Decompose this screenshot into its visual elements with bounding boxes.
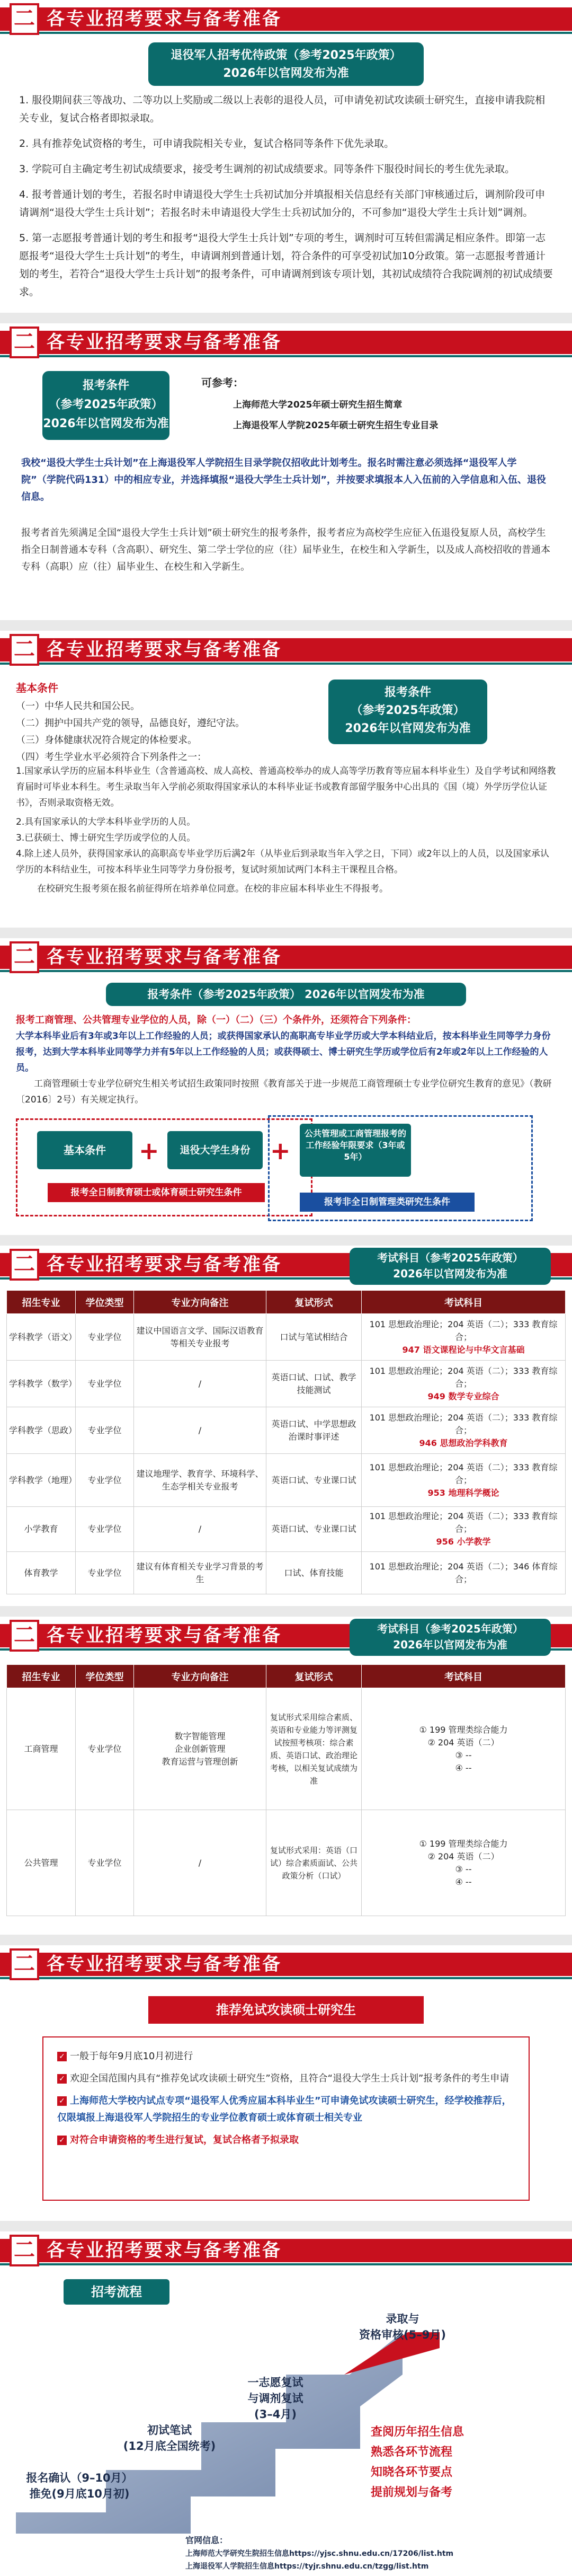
fulltime-condition-label: 报考全日制教育硕士或体育硕士研究生条件 (48, 1183, 265, 1202)
basic-conditions-heading: 基本条件 (16, 682, 58, 694)
step-written-exam: 初试笔试 (12月底全国统考) (123, 2424, 216, 2453)
cell-subjects: ① 199 管理类综合能力 ② 204 英语（二） ③ -- ④ -- (362, 1810, 566, 1916)
section-conditions-1 (0, 323, 572, 620)
section-number: 二 (10, 941, 39, 973)
academic-item-2: 2.具有国家承认的大学本科毕业学历的人员。 (16, 817, 196, 827)
policy-pill (148, 42, 424, 86)
cell-subjects: 101 思想政治理论；204 英语（二）；346 体育综合； (362, 1552, 566, 1594)
section-header (0, 631, 572, 669)
cell-direction: / (134, 1407, 266, 1454)
cell-format: 英语口试、专业课口试 (266, 1507, 362, 1552)
exam-pill-1-sub: 2026年以官网发布为准 (393, 1267, 507, 1280)
exemption-item (57, 2132, 515, 2149)
section-number: 二 (10, 3, 39, 35)
conditions-pill (42, 371, 169, 440)
col-major: 招生专业 (7, 1291, 76, 1314)
tip-item: 提前规划与备考 (371, 2486, 453, 2499)
basic-item-2: （二）拥护中国共产党的领导，品德良好，遵纪守法。 (16, 718, 245, 729)
policy-item-4-text: 4. 报考普通计划的考生，若报名时申请退役大学生士兵初试加分并填报相关信息经有关部门审核通过后，调剂阶段可申请调剂“退役大学生士兵计划”；若报名时未申请退役大学生士兵初试加分的，不可参加“退役大学生士兵计划”调剂。 (19, 189, 546, 218)
check-icon: ✓ (57, 2136, 67, 2145)
cell-subjects (362, 1361, 566, 1407)
subjects-text: 101 思想政治理论；204 英语（二）；333 教育综合； (369, 1319, 558, 1342)
exam-pill-1 (350, 1248, 551, 1285)
section-conditions-3 (0, 938, 572, 1235)
col-format: 复试形式 (266, 1291, 362, 1314)
websites (185, 2534, 567, 2571)
subjects-specialty: 949 数学专业综合 (427, 1391, 499, 1401)
policy-pill-sub: 2026年以官网发布为准 (223, 67, 349, 80)
plus-icon: + (139, 1136, 159, 1165)
section-header (0, 938, 572, 976)
cell-major: 学科教学（思政） (7, 1407, 76, 1454)
reference-label: 可参考： (201, 376, 244, 389)
cell-format: 口试与笔试相结合 (266, 1314, 362, 1361)
reference-link-2[interactable]: 上海退役军人学院2025年硕士研究生招生专业目录 (233, 420, 439, 431)
exemption-item-text: 欢迎全国范围内具有“推荐免试攻读硕士研究生”资格，且符合“退役大学生士兵计划”报考条件的考生申请 (70, 2073, 510, 2084)
basic-item-3: （三）身体健康状况符合规定的体检要求。 (16, 735, 197, 746)
section-header (0, 1945, 572, 1983)
tips-list (371, 2422, 530, 2503)
policy-item-5 (19, 229, 554, 301)
table-row (7, 1810, 566, 1916)
conditions-pill-sub: 2026年以官网发布为准 (43, 417, 169, 430)
cell-major: 小学教育 (7, 1507, 76, 1552)
section-header (0, 323, 572, 361)
section-conditions-2 (0, 631, 572, 928)
section-title: 各专业招考要求与备考准备 (47, 332, 282, 353)
academic-note: 在校研究生报考须在报名前征得所在培养单位同意。在校的非应届本科毕业生不得报考。 (37, 884, 388, 894)
col-direction: 专业方向备注 (134, 1665, 266, 1688)
col-degree: 学位类型 (76, 1291, 134, 1314)
header-bar-accent (0, 970, 572, 972)
cell-major: 学科教学（地理） (7, 1454, 76, 1507)
step-registration: 报名确认（9–10月） 推免(9月底10月初) (26, 2472, 133, 2500)
basic-conditions (16, 680, 312, 766)
table-row (7, 1407, 566, 1454)
header-bar-accent (0, 32, 572, 34)
exam-table (6, 1290, 566, 1594)
table-header-row (7, 1665, 566, 1688)
tip-item: 知晓各环节要点 (371, 2466, 453, 2479)
cell-format: 复试形式采用：英语（口试）综合素质面试、公共政策分析（口试） (266, 1810, 362, 1916)
policy-item-3-text: 3. 学院可自主确定考生初试成绩要求，接受考生调剂的初试成绩要求。同等条件下服役时间长的考生优先录取。 (19, 163, 515, 175)
exam-pill-1-title: 考试科目（参考2025年政策） (377, 1251, 523, 1264)
exemption-box (42, 2036, 530, 2201)
section-title: 各专业招考要求与备考准备 (47, 1625, 282, 1646)
exam-table-2 (6, 1664, 566, 1916)
cell-degree: 专业学位 (76, 1552, 134, 1594)
section-title: 各专业招考要求与备考准备 (47, 1954, 282, 1975)
management-line-3: 工商管理硕士专业学位研究生相关考试招生政策同时按照《教育部关于进一步规范工商管理硕士专业学位研究生教育的意见》（教研〔2016〕2号）有关规定执行。 (16, 1079, 552, 1105)
cell-degree: 专业学位 (76, 1507, 134, 1552)
cell-subjects (362, 1507, 566, 1552)
subjects-text: 101 思想政治理论；204 英语（二）；333 教育综合； (369, 1412, 558, 1435)
step-admission: 录取与 资格审核(5–9月) (359, 2313, 446, 2341)
table-header-row (7, 1291, 566, 1314)
tip-item: 查阅历年招生信息 (371, 2425, 464, 2439)
cell-major: 体育教学 (7, 1552, 76, 1594)
exemption-item-text: 一般于每年9月底10月初进行 (70, 2051, 193, 2062)
policy-item-2-text: 2. 具有推荐免试资格的考生，可申请我院相关专业，复试合格同等条件下优先录取。 (19, 138, 395, 149)
basic-item-1: （一）中华人民共和国公民。 (16, 701, 140, 712)
cell-direction: / (134, 1507, 266, 1552)
management-conditions (16, 1012, 556, 1108)
policy-pill-title: 退役军人招考优待政策（参考2025年政策） (171, 49, 401, 62)
cell-major: 公共管理 (7, 1810, 76, 1916)
policy-item-1-text: 1. 服役期间获三等战功、二等功以上奖励或二级以上表彰的退役人员，可申请免初试攻读硕士研究生，直接申请我院相关专业，复试合格者即拟录取。 (19, 94, 546, 124)
policy-list (19, 91, 554, 301)
cell-degree: 专业学位 (76, 1688, 134, 1810)
conditions-para-2 (21, 525, 551, 576)
section-title: 各专业招考要求与备考准备 (47, 639, 282, 660)
management-line-2 (16, 1028, 556, 1076)
header-bar-accent (0, 2263, 572, 2265)
subjects-specialty: 953 地理科学概论 (427, 1487, 499, 1498)
section-veteran-policy (0, 0, 572, 313)
academic-item-4: 4.除上述人员外，获得国家承认的高职高专毕业学历后满2年（从毕业后到录取当年入学之日，下同）或2年以上的人员，以及国家承认学历的本科结业生，可按本科毕业生同等学力身份报考，复试时须加试两门本科主干课程且合格。 (16, 849, 549, 875)
section-header (0, 2231, 572, 2270)
conditions-para-1-text: 我校“退役大学生士兵计划”在上海退役军人学院招生目录学院仅招收此计划考生。报名时需注意必须选择“退役军人学院”（学院代码131）中的相应专业，并选择填报“退役大学生士兵计划”，并按要求填报本人入伍前的入学信息和入伍、退役信息。 (21, 457, 547, 502)
cell-major: 学科教学（语文） (7, 1314, 76, 1361)
check-icon: ✓ (57, 2052, 67, 2061)
section-exam-subjects-1 (0, 1246, 572, 1606)
check-icon: ✓ (57, 2096, 67, 2106)
section-title: 各专业招考要求与备考准备 (47, 947, 282, 968)
exemption-title: 推荐免试攻读硕士研究生 (148, 1996, 424, 2024)
table-row (7, 1552, 566, 1594)
conditions-para-2-text: 报考者首先须满足全国“退役大学生士兵计划”硕士研究生的报考条件，报考者应为高校学生应征入伍退役复原人员，高校学生指全日制普通本专科（含高职）、研究生、第二学士学位的应（往）届毕业生，在校生和入学新生，以及成人高校招收的普通本专科（高职）应（往）届毕业生、在校生和入学新生。 (21, 527, 550, 572)
subjects-specialty: 947 语文课程论与中华文言基础 (402, 1344, 525, 1355)
cell-degree: 专业学位 (76, 1810, 134, 1916)
col-format: 复试形式 (266, 1665, 362, 1688)
subjects-text: 101 思想政治理论；204 英语（二）；333 教育综合； (369, 1365, 558, 1389)
header-bar-accent (0, 663, 572, 665)
cell-format: 英语口试、专业课口试 (266, 1454, 362, 1507)
section-number: 二 (10, 634, 39, 666)
exam-pill-2-sub: 2026年以官网发布为准 (393, 1638, 507, 1651)
cell-subjects (362, 1407, 566, 1454)
section-number: 二 (10, 1620, 39, 1652)
section-number: 二 (10, 327, 39, 358)
academic-conditions (16, 763, 556, 897)
cell-format: 口试、体育技能 (266, 1552, 362, 1594)
conditions-pill-2-sub: 2026年以官网发布为准 (345, 722, 471, 735)
conditions-pill-2-mid: （参考2025年政策） (351, 704, 465, 717)
section-process (0, 2231, 572, 2576)
table-row (7, 1314, 566, 1361)
cell-format: 英语口试、口试、教学技能测试 (266, 1361, 362, 1407)
section-number: 二 (10, 1948, 39, 1980)
cell-major: 工商管理 (7, 1688, 76, 1810)
cell-direction: 数字智能管理 企业创新管理 教育运营与管理创新 (134, 1688, 266, 1810)
header-bar-accent (0, 355, 572, 357)
subjects-specialty: 946 思想政治学科教育 (419, 1437, 508, 1448)
subjects-text: 101 思想政治理论；204 英语（二）；333 教育综合； (369, 1511, 558, 1534)
section-title: 各专业招考要求与备考准备 (47, 8, 282, 30)
reference-link-1[interactable]: 上海师范大学2025年硕士研究生招生简章 (233, 400, 403, 410)
website-link-2[interactable]: 上海退役军人学院招生信息https://tyjr.shnu.edu.cn/tzgg/list.htm (185, 2562, 429, 2571)
col-subjects: 考试科目 (362, 1665, 566, 1688)
table-row (7, 1454, 566, 1507)
exam-pill-2 (350, 1619, 551, 1656)
conditions-pill-2 (328, 680, 487, 744)
academic-item-1: 1.国家承认学历的应届本科毕业生（含普通高校、成人高校、普通高校举办的成人高等学历教育等应届本科毕业生）及自学考试和网络教育届时可毕业本科生。考生录取当年入学前必须取得国家承认的本科毕业证书或教育部留学服务中心出具的《国（境）外学历学位认证书》，否则录取资格无效。 (16, 766, 556, 808)
section-title: 各专业招考要求与备考准备 (47, 1254, 282, 1275)
exam-pill-2-title: 考试科目（参考2025年政策） (377, 1622, 523, 1635)
table-row (7, 1361, 566, 1407)
basic-item-4: （四）考生学业水平必须符合下列条件之一： (16, 752, 207, 763)
cell-degree: 专业学位 (76, 1454, 134, 1507)
exemption-item (57, 2070, 515, 2087)
cell-subjects: ① 199 管理类综合能力 ② 204 英语（二） ③ -- ④ -- (362, 1688, 566, 1810)
policy-item-5-text: 5. 第一志愿报考普通计划的考生和报考“退役大学生士兵计划”专项的考生，调剂时可互转但需满足相应条件。即第一志愿报考“退役大学生士兵计划”的考生，申请调剂到普通计划，符合条件的可享受初试加10分政策。第一志愿报考普通计划的考生，若符合“退役大学生士兵计划”的报考条件，可申请调剂到该专项计划，其初试成绩符合我院调剂的初试成绩要求。 (19, 232, 553, 298)
cell-direction: / (134, 1810, 266, 1916)
academic-item-3: 3.已获硕士、博士研究生学历或学位的人员。 (16, 833, 196, 843)
policy-item-2 (19, 135, 554, 153)
table-row (7, 1507, 566, 1552)
cell-format: 英语口试、中学思想政治课时事评述 (266, 1407, 362, 1454)
management-line-1: 报考工商管理、公共管理专业学位的人员，除（一）（二）（三）个条件外，还须符合下列条件： (16, 1014, 416, 1026)
cell-degree: 专业学位 (76, 1361, 134, 1407)
exemption-item-text: 对符合申请资格的考生进行复试，复试合格者予拟录取 (70, 2134, 299, 2146)
cell-degree: 专业学位 (76, 1314, 134, 1361)
col-degree: 学位类型 (76, 1665, 134, 1688)
exemption-item (57, 2093, 515, 2127)
cell-direction: 建议有体育相关专业学习背景的考生 (134, 1552, 266, 1594)
conditions-pill-mid: （参考2025年政策） (49, 398, 163, 411)
section-header (0, 0, 572, 38)
exemption-item (57, 2048, 515, 2065)
basic-condition-box: 基本条件 (37, 1131, 132, 1169)
col-direction: 专业方向备注 (134, 1291, 266, 1314)
website-link-1[interactable]: 上海师范大学研究生院招生信息https://yjsc.shnu.edu.cn/17206/list.htm (185, 2549, 454, 2558)
section-title: 各专业招考要求与备考准备 (47, 2240, 282, 2261)
plus-icon: + (270, 1136, 291, 1165)
step-retest: 一志愿复试 与调剂复试 (3–4月) (247, 2376, 303, 2421)
cell-subjects (362, 1314, 566, 1361)
reference-block (201, 374, 438, 431)
cell-major: 学科教学（数学） (7, 1361, 76, 1407)
management-line-2-text: 大学本科毕业后有3年或3年以上工作经验的人员；或获得国家承认的高职高专毕业学历或大学本科结业后，按本科毕业生同等学力身份报考，达到大学本科毕业同等学力并有5年以上工作经验的人员；或获得硕士、博士研究生学历或学位后有2年或2年以上工作经验的人员。 (16, 1031, 551, 1073)
col-subjects: 考试科目 (362, 1291, 566, 1314)
section-number: 二 (10, 2235, 39, 2266)
conditions-pill-2-title: 报考条件 (384, 686, 431, 699)
table-row (7, 1688, 566, 1810)
col-major: 招生专业 (7, 1665, 76, 1688)
websites-label: 官网信息： (185, 2535, 228, 2545)
section-exemption (0, 1945, 572, 2221)
policy-item-3 (19, 160, 554, 178)
tip-item: 熟悉各环节流程 (371, 2446, 453, 2459)
work-experience-box: 公共管理或工商管理报考的工作经验年限要求（3年或5年） (300, 1124, 411, 1177)
policy-item-4 (19, 186, 554, 222)
cell-direction: 建议中国语言文学、国际汉语教育等相关专业报考 (134, 1314, 266, 1361)
parttime-condition-label: 报考非全日制管理类研究生条件 (300, 1193, 475, 1212)
exam-table (6, 1664, 566, 1916)
cell-format: 复试形式采用综合素质、英语和专业能力等评测复试按照考核项：综合素质、英语口试、政治理论考核，以相关复试成绩为准 (266, 1688, 362, 1810)
cell-degree: 专业学位 (76, 1407, 134, 1454)
header-bar-accent (0, 1977, 572, 1979)
cell-direction: / (134, 1361, 266, 1407)
veteran-status-box: 退役大学生身份 (167, 1131, 263, 1169)
subjects-specialty: 956 小学教学 (436, 1537, 491, 1547)
process-label: 招考流程 (64, 2279, 169, 2305)
section-number: 二 (10, 1249, 39, 1281)
exemption-item-text: 上海师范大学校内试点专项“退役军人优秀应届本科毕业生”可申请免试攻读硕士研究生，经学校推荐后，仅限填报上海退役军人学院招生的专业学位教育硕士或体育硕士相关专业 (57, 2095, 512, 2123)
cell-direction: 建议地理学、教育学、环境科学、生态学相关专业报考 (134, 1454, 266, 1507)
section-exam-subjects-2 (0, 1617, 572, 1935)
check-icon: ✓ (57, 2074, 67, 2084)
policy-item-1 (19, 91, 554, 127)
conditions-pill-3: 报考条件（参考2025年政策） 2026年以官网发布为准 (106, 983, 466, 1006)
conditions-para-1 (21, 455, 551, 506)
exam-table-1 (6, 1290, 566, 1594)
conditions-pill-title: 报考条件 (82, 379, 129, 392)
cell-subjects (362, 1454, 566, 1507)
subjects-text: 101 思想政治理论；204 英语（二）；333 教育综合； (369, 1462, 558, 1485)
